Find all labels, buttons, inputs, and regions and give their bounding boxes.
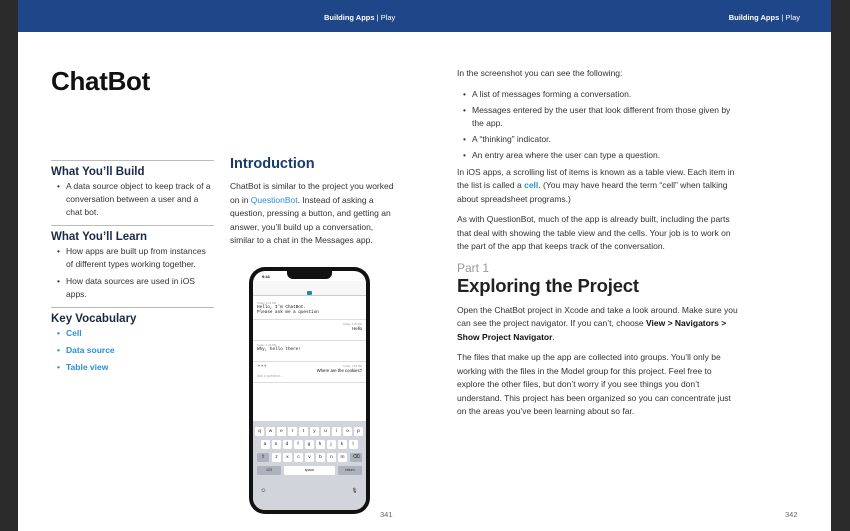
header-separator: | (374, 13, 381, 22)
key-g[interactable]: g (305, 440, 314, 449)
chatbot-icon (307, 291, 312, 295)
feature-item: • A list of messages forming a conversation. (463, 88, 740, 102)
questionbot-paragraph: As with QuestionBot, much of the app is already built, including the parts that deal with showing the table view and the cells. Your job is to work on the part of the app that keeps track of the conversation. (457, 214, 731, 251)
numbers-key[interactable]: 123 (257, 466, 281, 475)
build-item: • A data source object to keep track of a conversation between a user and a chat bot. (57, 180, 214, 219)
message-time: Today, 1:26 PM (342, 364, 362, 368)
message-text: Hello (352, 326, 362, 331)
key-o[interactable]: o (343, 427, 352, 436)
message-row (253, 341, 366, 362)
open-project-paragraph (457, 304, 740, 345)
header-left-section: Play (380, 13, 396, 22)
header-right-section: Play (785, 13, 800, 22)
key-l[interactable]: l (349, 440, 358, 449)
key-v[interactable]: v (305, 453, 314, 462)
vocab-heading: Key Vocabulary (51, 313, 137, 325)
emoji-key[interactable]: ☺ (260, 488, 267, 494)
message-text: Where are the cookies? (316, 368, 362, 373)
key-z[interactable]: z (272, 453, 281, 462)
message-list (253, 299, 366, 383)
key-t[interactable]: t (299, 427, 308, 436)
key-u[interactable]: u (321, 427, 330, 436)
lead-paragraph: In the screenshot you can see the following: (457, 68, 623, 78)
message-text: Why, hello there! (257, 347, 301, 352)
page-title: ChatBot (51, 66, 150, 96)
key-s[interactable]: s (272, 440, 281, 449)
key-h[interactable]: h (316, 440, 325, 449)
thinking-indicator: ••• (258, 364, 268, 370)
part-label: Part 1 (457, 260, 490, 275)
key-c[interactable]: c (294, 453, 303, 462)
message-row (253, 299, 366, 320)
feature-item: • An entry area where the user can type a question. (463, 149, 740, 163)
key-m[interactable]: m (338, 453, 347, 462)
introduction (230, 156, 400, 248)
key-f[interactable]: f (294, 440, 303, 449)
vocab-link-cell[interactable]: • Cell (57, 327, 214, 340)
phone-screenshot (249, 267, 370, 514)
key-row-3 (253, 453, 366, 462)
key-row-2 (253, 440, 366, 449)
part-title: Exploring the Project (457, 274, 639, 296)
message-row (253, 320, 366, 341)
header-right (729, 13, 800, 22)
key-p[interactable]: p (354, 427, 363, 436)
header-bar (18, 0, 831, 32)
sidebar (51, 160, 214, 380)
vocab-section (51, 307, 214, 374)
intro-heading: Introduction (230, 156, 315, 172)
open-text: . (552, 331, 555, 342)
page-number-right: 342 (785, 510, 798, 519)
learn-item: • How data sources are used in iOS apps. (57, 275, 214, 301)
space-key[interactable]: space (284, 466, 335, 475)
intro-text: . Instead of asking a question, pressing a button, and getting an answer, you’ll build up a conversation, similar to a chat in the Messages app. (230, 194, 391, 245)
message-time: Today, 1:26 PM (257, 343, 277, 347)
cell-paragraph (457, 166, 740, 207)
keyboard (253, 421, 366, 510)
questionbot-link[interactable]: QuestionBot (250, 194, 298, 205)
key-y[interactable]: y (310, 427, 319, 436)
feature-list (457, 88, 740, 163)
learn-heading: What You’ll Learn (51, 231, 148, 243)
book-spread (18, 0, 831, 531)
message-text: Hello, I'm ChatBot. Please ask me a question (257, 305, 319, 315)
key-row-1 (253, 427, 366, 436)
build-section (51, 160, 214, 219)
key-k[interactable]: k (338, 440, 347, 449)
right-page-content (457, 67, 740, 426)
key-e[interactable]: e (277, 427, 286, 436)
header-separator: | (779, 13, 786, 22)
cell-term-link[interactable]: cell (524, 180, 539, 190)
intro-paragraph (230, 180, 400, 248)
header-right-title: Building Apps (728, 13, 780, 22)
return-key[interactable]: return (338, 466, 362, 475)
header-left (324, 13, 395, 22)
question-entry[interactable]: Ask a question... (257, 374, 283, 378)
key-j[interactable]: j (327, 440, 336, 449)
cell-text: . (You may have heard the term “cell” when talking about spreadsheet programs.) (457, 180, 728, 204)
learn-item: • How apps are built up from instances of different types working together. (57, 245, 214, 271)
header-left-title: Building Apps (324, 13, 375, 22)
menu-path: View > Navigators > Show Project Navigator (457, 318, 727, 342)
shift-key[interactable]: ⇧ (257, 453, 269, 462)
learn-section (51, 225, 214, 301)
build-heading: What You’ll Build (51, 166, 145, 178)
key-row-4 (253, 466, 366, 475)
key-x[interactable]: x (283, 453, 292, 462)
key-r[interactable]: r (288, 427, 297, 436)
key-b[interactable]: b (316, 453, 325, 462)
key-i[interactable]: i (332, 427, 341, 436)
phone-notch (287, 271, 332, 279)
mic-key[interactable]: 🎙 (351, 488, 358, 494)
phone-screen (253, 271, 366, 510)
message-time: Today, 1:26 PM (257, 301, 277, 305)
cell-text: In iOS apps, a scrolling list of items is known as a table view. Each item in the list is called a (457, 166, 735, 190)
key-d[interactable]: d (283, 440, 292, 449)
key-q[interactable]: q (255, 427, 264, 436)
vocab-link-table-view[interactable]: • Table view (57, 361, 214, 374)
feature-item: • Messages entered by the user that look different from those given by the app. (463, 104, 740, 131)
open-text: Open the ChatBot project in Xcode and take a look around. Make sure you can see the project navigator. If you can’t, choose (457, 304, 738, 328)
intro-text: ChatBot is similar to the project you worked on in (230, 181, 394, 205)
message-time: Today, 1:26 PM (342, 322, 362, 326)
delete-key[interactable]: ⌫ (350, 453, 362, 462)
page-number-left: 341 (380, 510, 393, 519)
key-w[interactable]: w (266, 427, 275, 436)
feature-item: • A “thinking” indicator. (463, 133, 740, 147)
key-n[interactable]: n (327, 453, 336, 462)
status-time: 9:41 (262, 274, 271, 279)
vocab-link-data-source[interactable]: • Data source (57, 344, 214, 357)
files-paragraph: The files that make up the app are collected into groups. You’ll only be working with the files in the Model group for this project. Feel free to explore the other files, but don’t worry if you see things you don’t understand. This project has been organized so you can concentrate just on the areas you’ve been learning about so far. (457, 352, 731, 416)
key-a[interactable]: a (261, 440, 270, 449)
